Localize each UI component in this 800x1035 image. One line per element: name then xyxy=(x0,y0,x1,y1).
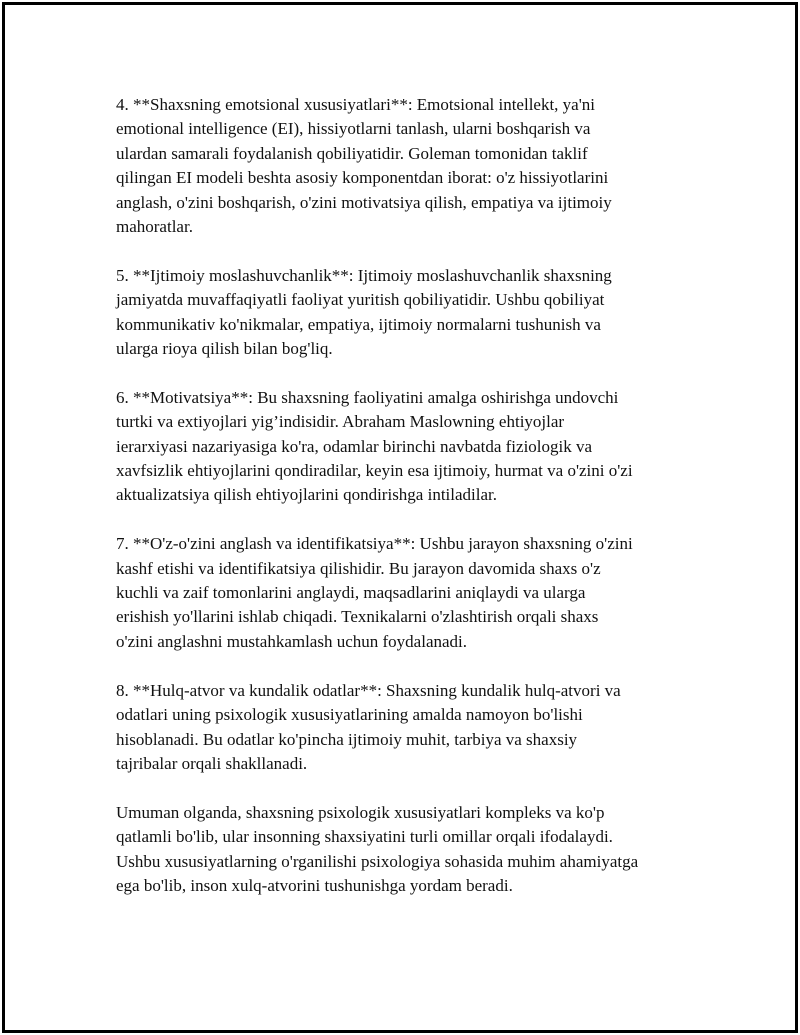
text-line: turtki va extiyojlari yig’indisidir. Abraham Maslowning ehtiyojlar xyxy=(116,412,565,432)
document-body xyxy=(116,93,706,923)
text-line: Ushbu xususiyatlarning o'rganilishi psixologiya sohasida muhim ahamiyatga xyxy=(116,851,639,871)
paragraph-conclusion xyxy=(116,801,706,899)
text-line: Umuman olganda, shaxsning psixologik xususiyatlari kompleks va ko'p xyxy=(116,802,605,822)
text-line: 7. **O'z-o'zini anglash va identifikatsiya**: Ushbu jarayon shaxsning o'zini xyxy=(116,534,633,554)
paragraph-motivation xyxy=(116,386,706,508)
text-line: jamiyatda muvaffaqiyatli faoliyat yuritish qobiliyatidir. Ushbu qobiliyat xyxy=(116,290,605,310)
text-line: tajribalar orqali shakllanadi. xyxy=(116,753,308,773)
text-line: aktualizatsiya qilish ehtiyojlarini qondirishga intiladilar. xyxy=(116,485,498,505)
text-line: 8. **Hulq-atvor va kundalik odatlar**: Shaxsning kundalik hulq-atvori va xyxy=(116,680,621,700)
text-line: 5. **Ijtimoiy moslashuvchanlik**: Ijtimoiy moslashuvchanlik shaxsning xyxy=(116,265,612,285)
text-line: ularga rioya qilish bilan bog'liq. xyxy=(116,339,333,359)
text-line: o'zini anglashni mustahkamlash uchun foydalanadi. xyxy=(116,631,468,651)
text-line: qilingan EI modeli beshta asosiy komponentdan iborat: o'z hissiyotlarini xyxy=(116,168,609,188)
text-line: qatlamli bo'lib, ular insonning shaxsiyatini turli omillar orqali ifodalaydi. xyxy=(116,827,613,847)
text-line: ulardan samarali foydalanish qobiliyatidir. Goleman tomonidan taklif xyxy=(116,143,588,163)
text-line: hisoblanadi. Bu odatlar ko'pincha ijtimoiy muhit, tarbiya va shaxsiy xyxy=(116,729,578,749)
text-line: xavfsizlik ehtiyojlarini qondiradilar, keyin esa ijtimoiy, hurmat va o'zini o'zi xyxy=(116,461,633,481)
text-line: kommunikativ ko'nikmalar, empatiya, ijtimoiy normalarni tushunish va xyxy=(116,314,601,334)
text-line: kuchli va zaif tomonlarini anglaydi, maqsadlarini aniqlaydi va ularga xyxy=(116,583,586,603)
text-line: kashf etishi va identifikatsiya qilishidir. Bu jarayon davomida shaxs o'z xyxy=(116,558,601,578)
text-line: ega bo'lib, inson xulq-atvorini tushunishga yordam beradi. xyxy=(116,875,513,895)
paragraph-emotional-traits xyxy=(116,93,706,239)
paragraph-behavior-habits xyxy=(116,679,706,777)
paragraph-social-adaptability xyxy=(116,264,706,362)
text-line: mahoratlar. xyxy=(116,217,193,237)
text-line: 4. **Shaxsning emotsional xususiyatlari**: Emotsional intellekt, ya'ni xyxy=(116,95,596,114)
text-line: odatlari uning psixologik xususiyatlarining amalda namoyon bo'lishi xyxy=(116,705,583,725)
text-line: erishish yo'llarini ishlab chiqadi. Texnikalarni o'zlashtirish orqali shaxs xyxy=(116,607,599,627)
text-line: ierarxiyasi nazariyasiga ko'ra, odamlar birinchi navbatda fiziologik va xyxy=(116,436,593,456)
paragraph-self-awareness xyxy=(116,532,706,654)
text-line: anglash, o'zini boshqarish, o'zini motivatsiya qilish, empatiya va ijtimoiy xyxy=(116,192,612,212)
text-line: 6. **Motivatsiya**: Bu shaxsning faoliyatini amalga oshirishga undovchi xyxy=(116,387,619,407)
text-line: emotional intelligence (EI), hissiyotlarni tanlash, ularni boshqarish va xyxy=(116,119,591,139)
